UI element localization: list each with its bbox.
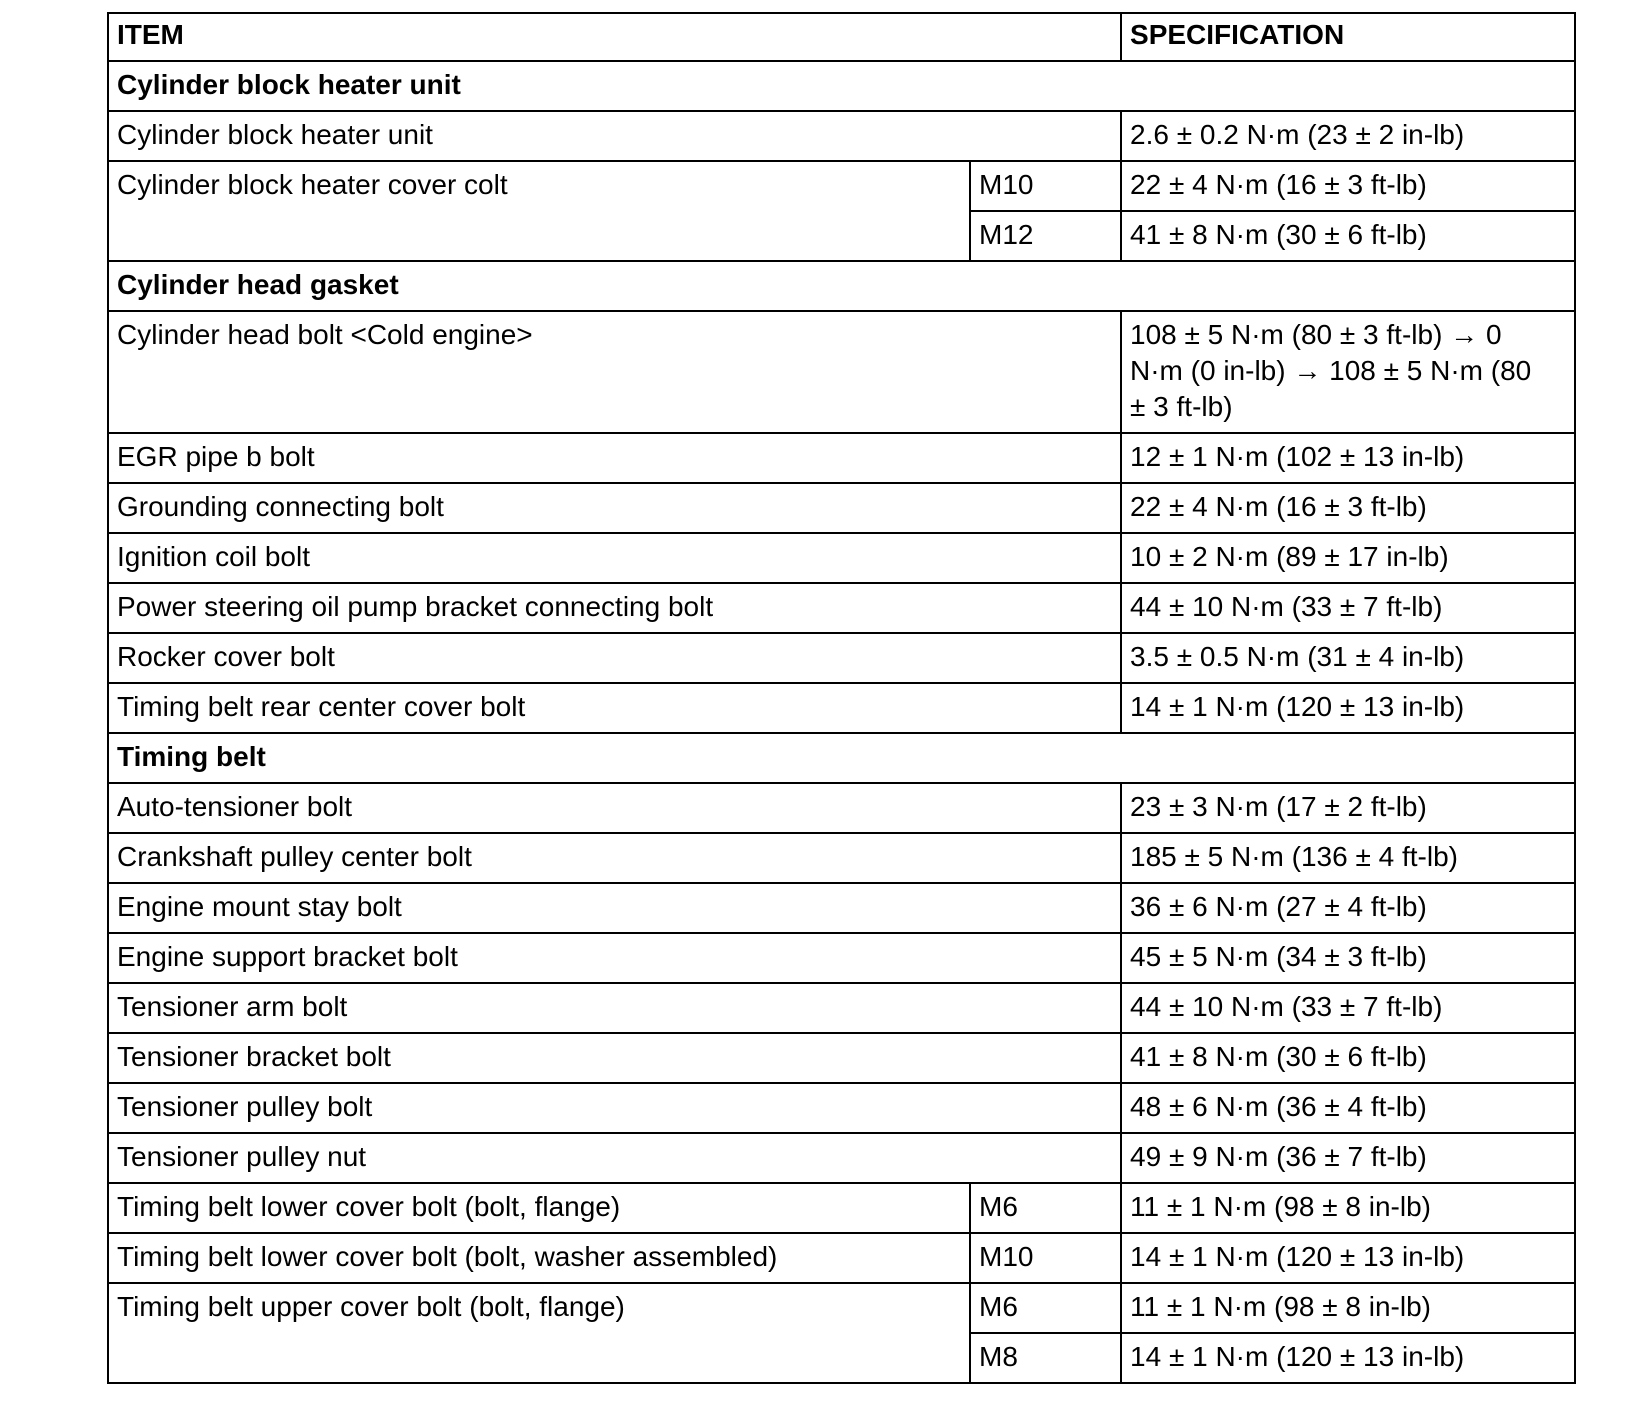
spec-cell: 36 ± 6 N·m (27 ± 4 ft-lb)	[1121, 883, 1575, 933]
item-cell: Tensioner bracket bolt	[108, 1033, 1121, 1083]
table-row	[108, 1083, 1575, 1133]
table-row	[108, 483, 1575, 533]
table-row	[108, 833, 1575, 883]
table-row	[108, 311, 1575, 433]
section-title: Cylinder head gasket	[108, 261, 1575, 311]
section-row	[108, 61, 1575, 111]
item-cell: Engine support bracket bolt	[108, 933, 1121, 983]
size-cell: M10	[970, 161, 1121, 211]
spec-cell: 12 ± 1 N·m (102 ± 13 in-lb)	[1121, 433, 1575, 483]
table-row	[108, 1233, 1575, 1283]
item-cell: EGR pipe b bolt	[108, 433, 1121, 483]
spec-cell: 2.6 ± 0.2 N·m (23 ± 2 in-lb)	[1121, 111, 1575, 161]
spec-cell: 11 ± 1 N·m (98 ± 8 in-lb)	[1121, 1283, 1575, 1333]
size-cell: M12	[970, 211, 1121, 261]
torque-spec-table	[107, 12, 1576, 1384]
table-row	[108, 533, 1575, 583]
section-row	[108, 733, 1575, 783]
header-specification: SPECIFICATION	[1121, 13, 1575, 61]
table-row	[108, 1283, 1575, 1333]
item-cell: Tensioner pulley nut	[108, 1133, 1121, 1183]
size-cell: M6	[970, 1183, 1121, 1233]
spec-line: 108 ± 5 N·m (80 ± 3 ft-lb) → 0	[1130, 319, 1502, 350]
section-title: Cylinder block heater unit	[108, 61, 1575, 111]
spec-cell: 22 ± 4 N·m (16 ± 3 ft-lb)	[1121, 483, 1575, 533]
spec-line: N·m (0 in-lb) → 108 ± 5 N·m (80	[1130, 355, 1532, 386]
item-cell: Power steering oil pump bracket connecting bolt	[108, 583, 1121, 633]
item-cell: Ignition coil bolt	[108, 533, 1121, 583]
table-row	[108, 783, 1575, 833]
item-cell: Crankshaft pulley center bolt	[108, 833, 1121, 883]
item-cell: Tensioner arm bolt	[108, 983, 1121, 1033]
spec-cell: 3.5 ± 0.5 N·m (31 ± 4 in-lb)	[1121, 633, 1575, 683]
table-row	[108, 1033, 1575, 1083]
spec-cell: 41 ± 8 N·m (30 ± 6 ft-lb)	[1121, 1033, 1575, 1083]
item-cell: Timing belt upper cover bolt (bolt, flange)	[108, 1283, 970, 1383]
spec-cell: 45 ± 5 N·m (34 ± 3 ft-lb)	[1121, 933, 1575, 983]
item-cell: Timing belt lower cover bolt (bolt, washer assembled)	[108, 1233, 970, 1283]
spec-cell: 14 ± 1 N·m (120 ± 13 in-lb)	[1121, 683, 1575, 733]
spec-cell: 41 ± 8 N·m (30 ± 6 ft-lb)	[1121, 211, 1575, 261]
spec-cell: 44 ± 10 N·m (33 ± 7 ft-lb)	[1121, 983, 1575, 1033]
spec-cell: 22 ± 4 N·m (16 ± 3 ft-lb)	[1121, 161, 1575, 211]
spec-cell: 48 ± 6 N·m (36 ± 4 ft-lb)	[1121, 1083, 1575, 1133]
table-row	[108, 983, 1575, 1033]
spec-cell: 14 ± 1 N·m (120 ± 13 in-lb)	[1121, 1233, 1575, 1283]
spec-cell: 44 ± 10 N·m (33 ± 7 ft-lb)	[1121, 583, 1575, 633]
table-row	[108, 633, 1575, 683]
table-row	[108, 433, 1575, 483]
spec-cell: 49 ± 9 N·m (36 ± 7 ft-lb)	[1121, 1133, 1575, 1183]
header-item: ITEM	[108, 13, 1121, 61]
table-row	[108, 1183, 1575, 1233]
table-row	[108, 1133, 1575, 1183]
item-cell: Rocker cover bolt	[108, 633, 1121, 683]
table-row	[108, 933, 1575, 983]
table-row	[108, 683, 1575, 733]
spec-cell: 11 ± 1 N·m (98 ± 8 in-lb)	[1121, 1183, 1575, 1233]
table-header-row	[108, 13, 1575, 61]
item-cell: Tensioner pulley bolt	[108, 1083, 1121, 1133]
spec-cell: 14 ± 1 N·m (120 ± 13 in-lb)	[1121, 1333, 1575, 1383]
spec-cell: 185 ± 5 N·m (136 ± 4 ft-lb)	[1121, 833, 1575, 883]
section-row	[108, 261, 1575, 311]
table-row	[108, 883, 1575, 933]
size-cell: M8	[970, 1333, 1121, 1383]
item-cell: Engine mount stay bolt	[108, 883, 1121, 933]
item-cell: Grounding connecting bolt	[108, 483, 1121, 533]
item-cell: Timing belt lower cover bolt (bolt, flange)	[108, 1183, 970, 1233]
spec-line: ± 3 ft-lb)	[1130, 391, 1233, 422]
table-row	[108, 111, 1575, 161]
table-row	[108, 583, 1575, 633]
spec-cell: 23 ± 3 N·m (17 ± 2 ft-lb)	[1121, 783, 1575, 833]
item-cell: Cylinder block heater unit	[108, 111, 1121, 161]
item-cell: Timing belt rear center cover bolt	[108, 683, 1121, 733]
size-cell: M10	[970, 1233, 1121, 1283]
section-title: Timing belt	[108, 733, 1575, 783]
spec-cell	[1121, 311, 1575, 433]
item-cell: Cylinder head bolt <Cold engine>	[108, 311, 1121, 433]
table-row	[108, 161, 1575, 211]
item-cell: Cylinder block heater cover colt	[108, 161, 970, 261]
item-cell: Auto-tensioner bolt	[108, 783, 1121, 833]
size-cell: M6	[970, 1283, 1121, 1333]
spec-cell: 10 ± 2 N·m (89 ± 17 in-lb)	[1121, 533, 1575, 583]
